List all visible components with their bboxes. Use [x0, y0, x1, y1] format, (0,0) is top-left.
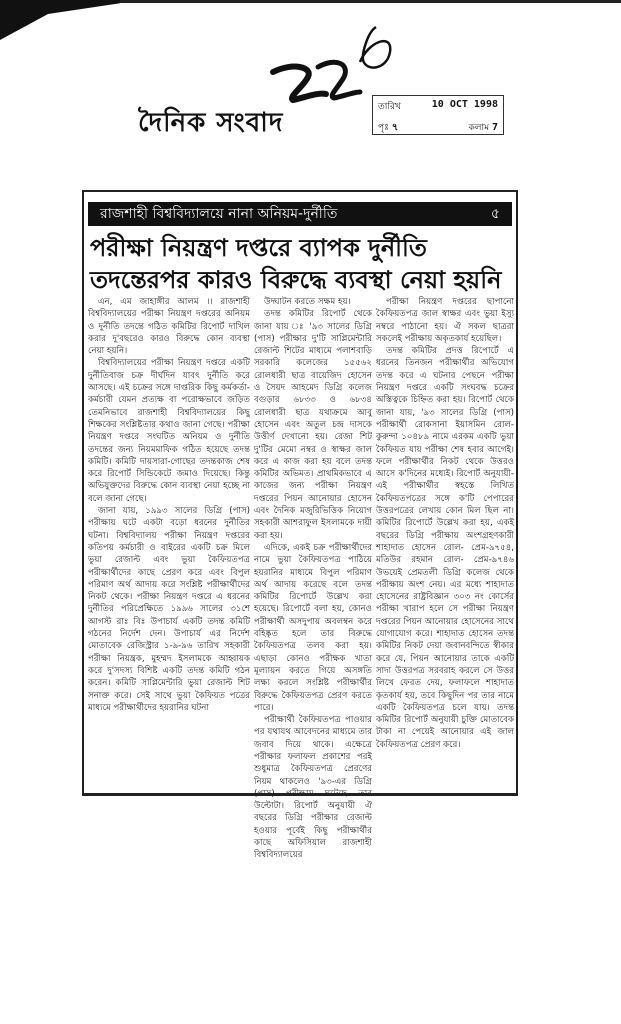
newspaper-masthead: দৈনিক সংবাদ	[138, 108, 284, 138]
stamp-page-value: ৭	[391, 122, 399, 133]
paragraph: পরীক্ষার্থী কৈফিয়তপত্র পাওয়ার পর যথাযথ আবেদনের মাধ্যমে তার জবাব দিয়ে থাকে। এক্ষেত্রে পরীক্ষার ফলাফল প্রকাশের পরই শুধুমাত্র কৈফিয়তপত্র প্রেরণের নিয়ম থাকলেও '৯৩-এর ডিগ্রি (পাস) পরীক্ষায় ঘটেছে তার উল্টোটা। রিপোর্ট অনুযায়ী ঐ বছরের ডিগ্রি পরীক্ষার রেজাল্ট হওয়ার পূর্বেই কিছু পরীক্ষার্থীর কাছে অফিসিয়াল রাজশাহী বিশ্ববিদ্যালয়ের	[254, 715, 372, 861]
scan-dark-corner	[0, 0, 120, 40]
article-body	[88, 296, 516, 862]
stamp-date-value: 10 OCT 1998	[431, 99, 498, 110]
stamp-page-label: পৃঃ	[378, 123, 389, 133]
paragraph: উদ্ঘাটন করতে সক্ষম হয়।	[264, 297, 351, 307]
news-article	[82, 190, 518, 861]
stamp-column-value: 7	[491, 122, 498, 133]
paragraph: বিশ্ববিদ্যালয়ের পরীক্ষা নিয়ন্ত্রণ দপ্তরে একটি দুর্নীতিবাজ চক্র দীর্ঘদিন যাবৎ দুর্নীতি করে আসছে। এই চক্রের সঙ্গে দাপ্তরিক কিছু কর্মকর্তা-কর্মচারী যেমন প্রত্যক্ষ বা পরোক্ষভাবে জড়িত তেমনিভাবে রাজশাহী বিশ্ববিদ্যালয়ের কিছু শিক্ষকের সংশ্লিষ্টতার কথাও জানা গেছে। পরীক্ষা নিয়ন্ত্রণ দপ্তরে সংঘটিত অনিয়ম ও দুর্নীতি তদন্তের জন্য নিয়মমাফিক গঠিত হয়েছে তদন্ত কমিটি। কমিটি দায়সারা-গোছের তদন্তকাজ শেষ করে রিপোর্ট সিন্ডিকেটে জমাও দিয়েছে। কিন্তু অভিযুক্তদের বিরুদ্ধে কোন ব্যবস্থা নেয়া হচ্ছে না বলে জানা গেছে।	[88, 358, 250, 504]
paragraph: পরীক্ষা নিয়ন্ত্রণ দপ্তরের ছাপানো কৈফিয়তপত্র জাল স্বাক্ষর এবং ভুয়া ইস্যু নম্বরে পাঠানো হয়। ঐ সকল ছাত্ররা সকলেই পরীক্ষায় অকৃতকার্য হয়েছিল।	[376, 297, 514, 344]
series-part-number: ৫	[490, 206, 500, 222]
paragraph: জানা যায়, ১৯৯৩ সালের ডিগ্রি (পাস) পরীক্ষায় ঘটে একটা বড়ো ধরনের দুর্নীতির ঘটনা। বিশ্ববিদ্যালয় পরীক্ষা নিয়ন্ত্রণ দপ্তরের কতিপয় কর্মচারী ও বাইরের একটি চক্র মিলে ভুয়া রেজাল্ট এবং ভুয়া কৈফিয়তপত্র পরীক্ষার্থীদের কাছে প্রেরণ করে এবং বিপুল পরিমাণ অর্থ আদায় করে সংশ্লিষ্ট পরীক্ষার্থীদের নিকট থেকে। পরীক্ষা নিয়ন্ত্রণ দপ্তরে এ ধরনের দুর্নীতির পরিপ্রেক্ষিতে ১৯৯৬ সালের ৩১শে আগস্ট রাঃ বিঃ উপাচার্য একটি তদন্ত কমিটি গঠনের নির্দেশ দেন। উপাচার্য এর নির্দেশ মোতাবেক রেজিস্ট্রার ১-৯-৯৬ তারিখ সহকারী পরীক্ষা নিয়ন্ত্রক, মুহম্মদ ইসলামকে আহ্বায়ক করে দু'সদস্য বিশিষ্ট একটি তদন্ত কমিটি গঠন করেন। কমিটি সাপ্লিমেন্টারি ভুয়া রেজাল্ট শিট সনাক্ত করে। সেই সাথে ভুয়া কৈফিয়ত পত্রের মাধ্যমে পরীক্ষার্থীদের হয়রানির ঘটনা	[88, 506, 250, 713]
date-stamp	[372, 95, 504, 135]
stamp-date-label: তারিখ	[378, 102, 401, 112]
article-column-2	[254, 296, 372, 862]
paragraph: এন, এম জাহাঙ্গীর আলম ।। রাজশাহী বিশ্ববিদ্যালয়ের পরীক্ষা নিয়ন্ত্রণ দপ্তরের অনিয়ম ও দুর্নীতি তদন্তে গঠিত কমিটির রিপোর্ট দাখিল করার দু'বছরেও কারও বিরুদ্ধে কোন ব্যবস্থা নেয়া হয়নি।	[88, 297, 250, 357]
paragraph: তদন্ত কমিটির প্রদত্ত রিপোর্টে এ ধরনের তিনজন পরীক্ষার্থীর অভিযোগ তদন্ত করে এ ঘটনার পেছনে পরীক্ষা নিয়ন্ত্রণ দপ্তরে একটি সংঘবদ্ধ চক্রের অস্তিত্বকে চিহ্নিত করা হয়। রিপোর্ট থেকে জানা যায়, '৯৩ সালের ডিগ্রি (পাস) পরীক্ষার্থী রোকসানা ইয়াসমিন রোল-কুরুন্দা ১০৪৮৯ নামে এরকম একটি ভুয়া কৈফিয়ত যায় পরীক্ষা শেষ হবার আগেই। ফলে পরীক্ষার্থীর নিকট থেকে উত্তরও আসে ক'দিনের মধ্যেই। রিপোর্ট অনুযায়ী-এই পরীক্ষার্থীর স্বহস্তে লিখিত কৈফিয়তপত্রের সঙ্গে ক'টি পেপারের উত্তরপত্রের লেখায় কোন মিল ছিল না। কমিটির রিপোর্টে উল্লেখ করা হয়, একই বছরের ডিগ্রি পরীক্ষায় অংশগ্রহণকারী শাহাদাত হোসেন রোল- প্রেম-৯৭৫৪, মতিউর রহমান রোল- প্রেম-৯৭৪৬ উভয়েই প্রেমতলী ডিগ্রি কলেজ থেকে পরীক্ষায় অংশ নেয়। এর মধ্যে শাহাদাত হোসেনের রাষ্ট্রবিজ্ঞান ৩০৩ নং কোর্সের পরীক্ষা খারাপ হলে সে পরীক্ষা নিয়ন্ত্রণ দপ্তরের পিয়ন আনোয়ার হোসেনের সাথে যোগাযোগ করে। শাহাদাত হোসেন তদন্ত কমিটির নিকট দেয়া জবানবন্দিতে স্বীকার করে যে, পিয়ন আনোয়ার তাকে একটি সাদা উত্তরপত্র সরবরাহ করলে সে উত্তর লিখে ফেরত দেয়, ফলাফলে শাহাদাত কৃতকার্য হয়, তবে কিছুদিন পর তার নামে একটি কৈফিয়তপত্র চলে যায়। তদন্ত কমিটির রিপোর্ট অনুযায়ী চুক্তি মোতাবেক টাকা না পেয়েই আনোয়ার এই জাল কৈফিয়তপত্র প্রেরণ করে।	[376, 346, 514, 750]
headline-line-2: তদন্তেরপর কারও বিরুদ্ধে ব্যবস্থা নেয়া হয়নি	[90, 266, 502, 294]
stamp-column-label: কলাম	[468, 123, 490, 133]
article-column-3	[376, 296, 514, 862]
headline-line-1: পরীক্ষা নিয়ন্ত্রণ দপ্তরে ব্যাপক দুর্নীতি	[90, 234, 427, 262]
series-banner	[88, 202, 512, 226]
paragraph: তদন্ত কমিটির রিপোর্ট থেকে জানা যায় ঃ '৯৩ সালের ডিগ্রি (পাস) পরীক্ষার দু'টি সাপ্লিমেন্টারি রেজাল্ট শিটের মাধ্যমে পলাশবাড়ি সরকারি কলেজের ১৫৫৬২ রোলধারী ছাত্র বায়েজিদ হোসেন ও সৈয়দ আহমেদ ডিগ্রি কলেজ বগুড়ার ৬৮৩৩ ও ৬৮৩৪ রোলধারী ছাত্র যথাক্রমে আবু হোসেন এবং অতুল চন্দ্র দাসকে উত্তীর্ণ দেখানো হয়। রেজা শিট দু'টির মেমো নম্বর ও স্বাক্ষর জাল করে এ কাজ করা হয় বলে তদন্ত কমিটির অভিমত। প্রাথমিকভাবে এ কাজের জন্য পরীক্ষা নিয়ন্ত্রণ দপ্তরের পিয়ন আনোয়ার হোসেন এবং দৈনিক মজুরিভিত্তিক নিয়োগ সহকারী আশরাফুল ইসলামকে দায়ী করা হয়।	[254, 309, 372, 541]
article-headline	[90, 232, 514, 296]
article-column-1	[88, 296, 250, 862]
series-title: রাজশাহী বিশ্ববিদ্যালয়ে নানা অনিয়ম-দুর্নীতি	[100, 206, 338, 222]
paragraph: এদিকে, একই চক্র পরীক্ষার্থীদের নামে ভুয়া কৈফিয়তপত্র পাঠিয়ে হয়রানির মাধ্যমে বিপুল পরিমাণ অর্থ আদায় করেছে বলে তদন্ত কমিটির রিপোর্টে উল্লেখ করা হয়েছে। রিপোর্টে বলা হয়, কোনও পরীক্ষার্থী অসদুপায় অবলম্বন করে বহিষ্কৃত হলে তার বিরুদ্ধে কৈফিয়তপত্র তলব করা হয়। এছাড়া কোনও পরীক্ষক খাতা মূল্যায়ন করতে গিয়ে অসঙ্গতি লক্ষ্য করলে সংশ্লিষ্ট পরীক্ষার্থীর বিরুদ্ধে কৈফিয়তপত্র প্রেরণ করতে পারে।	[254, 542, 372, 713]
